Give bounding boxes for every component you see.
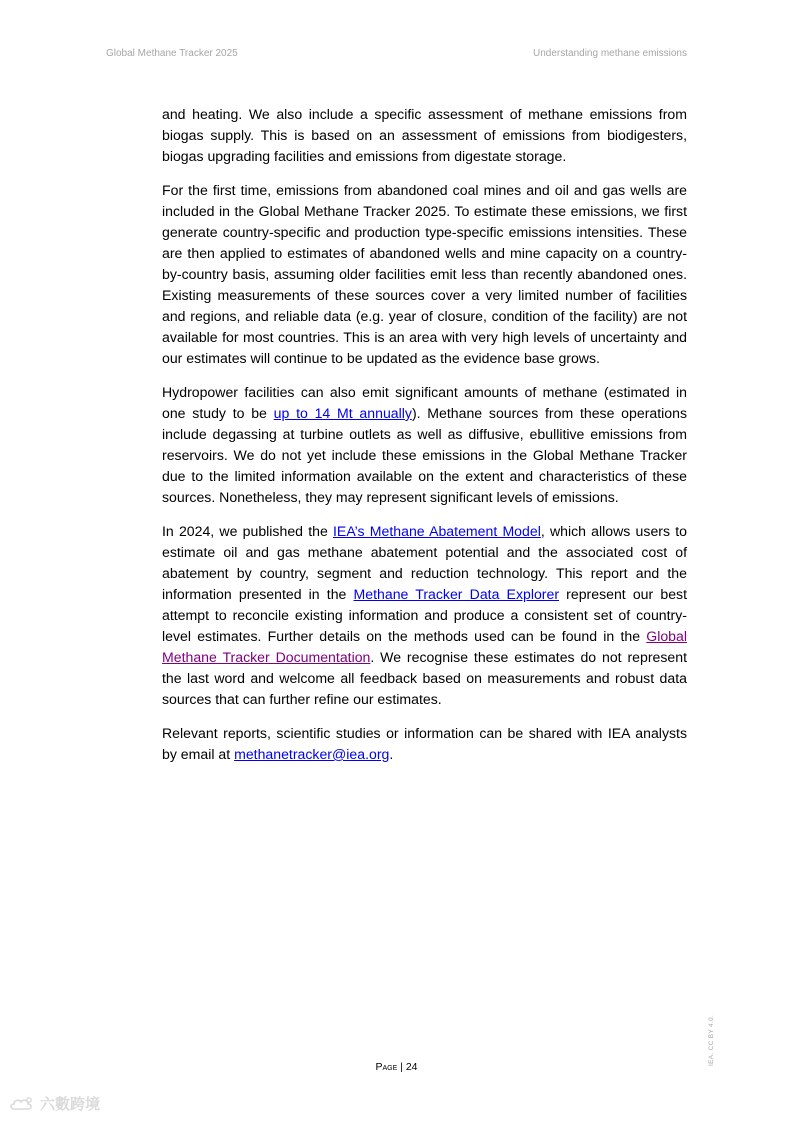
text-segment: Hydropower facilities can also emit significant amounts of methane (estimated in one study to be <box>162 384 687 421</box>
link-hydropower-study[interactable]: up to 14 Mt annually <box>273 405 412 421</box>
text-segment: . We recognise these estimates do not represent the last word and welcome all feedback based on measurements and robust data sources that can further refine our estimates. <box>162 649 688 707</box>
page-separator: | <box>397 1061 406 1073</box>
paragraph-abandoned-sources: For the first time, emissions from abandoned coal mines and oil and gas wells are included in the Global Methane Tracker 2025. To estimate these emissions, we first generate country-specific and production type-specific emissions intensities. These are then applied to estimates of abandoned wells and mine capacity on a country-by-country basis, assuming older facilities emit less than recently abandoned ones. Existing measurements of these sources cover a very limited number of facilities and regions, and reliable data (e.g. year of closure, condition of the facility) are not available for most countries. This is an area with very high levels of uncertainty and our estimates will continue to be updated as the evidence base grows. <box>162 182 687 366</box>
text-segment: In 2024, we published the <box>162 523 333 539</box>
text-segment: . <box>389 746 394 762</box>
running-header-left: Global Methane Tracker 2025 <box>106 48 238 59</box>
text-segment: , which allows users to estimate oil and gas methane abatement potential and the associated cost of abatement by country, segment and reduction technology. This report and the information presented in the <box>162 523 687 602</box>
cloud-logo-icon <box>8 1096 36 1112</box>
page-footer <box>0 1060 793 1074</box>
link-methane-abatement-model[interactable]: IEA’s Methane Abatement Model <box>333 523 541 539</box>
paragraph-biogas: and heating. We also include a specific assessment of methane emissions from biogas supply. This is based on an assessment of emissions from biodigesters, biogas upgrading facilities and emissions from digestate storage. <box>162 106 687 164</box>
link-tracker-documentation[interactable]: Global Methane Tracker Documentation <box>162 628 687 665</box>
link-contact-email[interactable]: methanetracker@iea.org <box>234 746 390 762</box>
text-segment: Relevant reports, scientific studies or information can be shared with IEA analysts by email at <box>162 725 687 762</box>
page-number: 24 <box>405 1061 418 1073</box>
text-segment: ). Methane sources from these operations include degassing at turbine outlets as well as diffusive, ebullitive emissions from reservoirs. We do not yet include these emissions in the Global Methane Tracker due to the limited information available on the extent and characteristics of these sources. Nonetheless, they may represent significant levels of emissions. <box>162 405 687 505</box>
license-notice: IEA. CC BY 4.0. <box>708 1015 715 1066</box>
running-header-right: Understanding methane emissions <box>533 48 687 59</box>
document-body <box>162 104 687 778</box>
watermark <box>8 1093 100 1114</box>
paragraph-abatement-model <box>162 521 687 710</box>
text-segment: represent our best attempt to reconcile existing information and produce a consistent set of country-level estimates. Further details on the methods used can be found in the <box>162 586 687 644</box>
paragraph-contact <box>162 723 687 765</box>
page-label: Page <box>375 1061 398 1073</box>
watermark-text: 六數跨境 <box>40 1096 101 1113</box>
paragraph-hydropower <box>162 382 687 508</box>
link-data-explorer[interactable]: Methane Tracker Data Explorer <box>353 586 560 602</box>
